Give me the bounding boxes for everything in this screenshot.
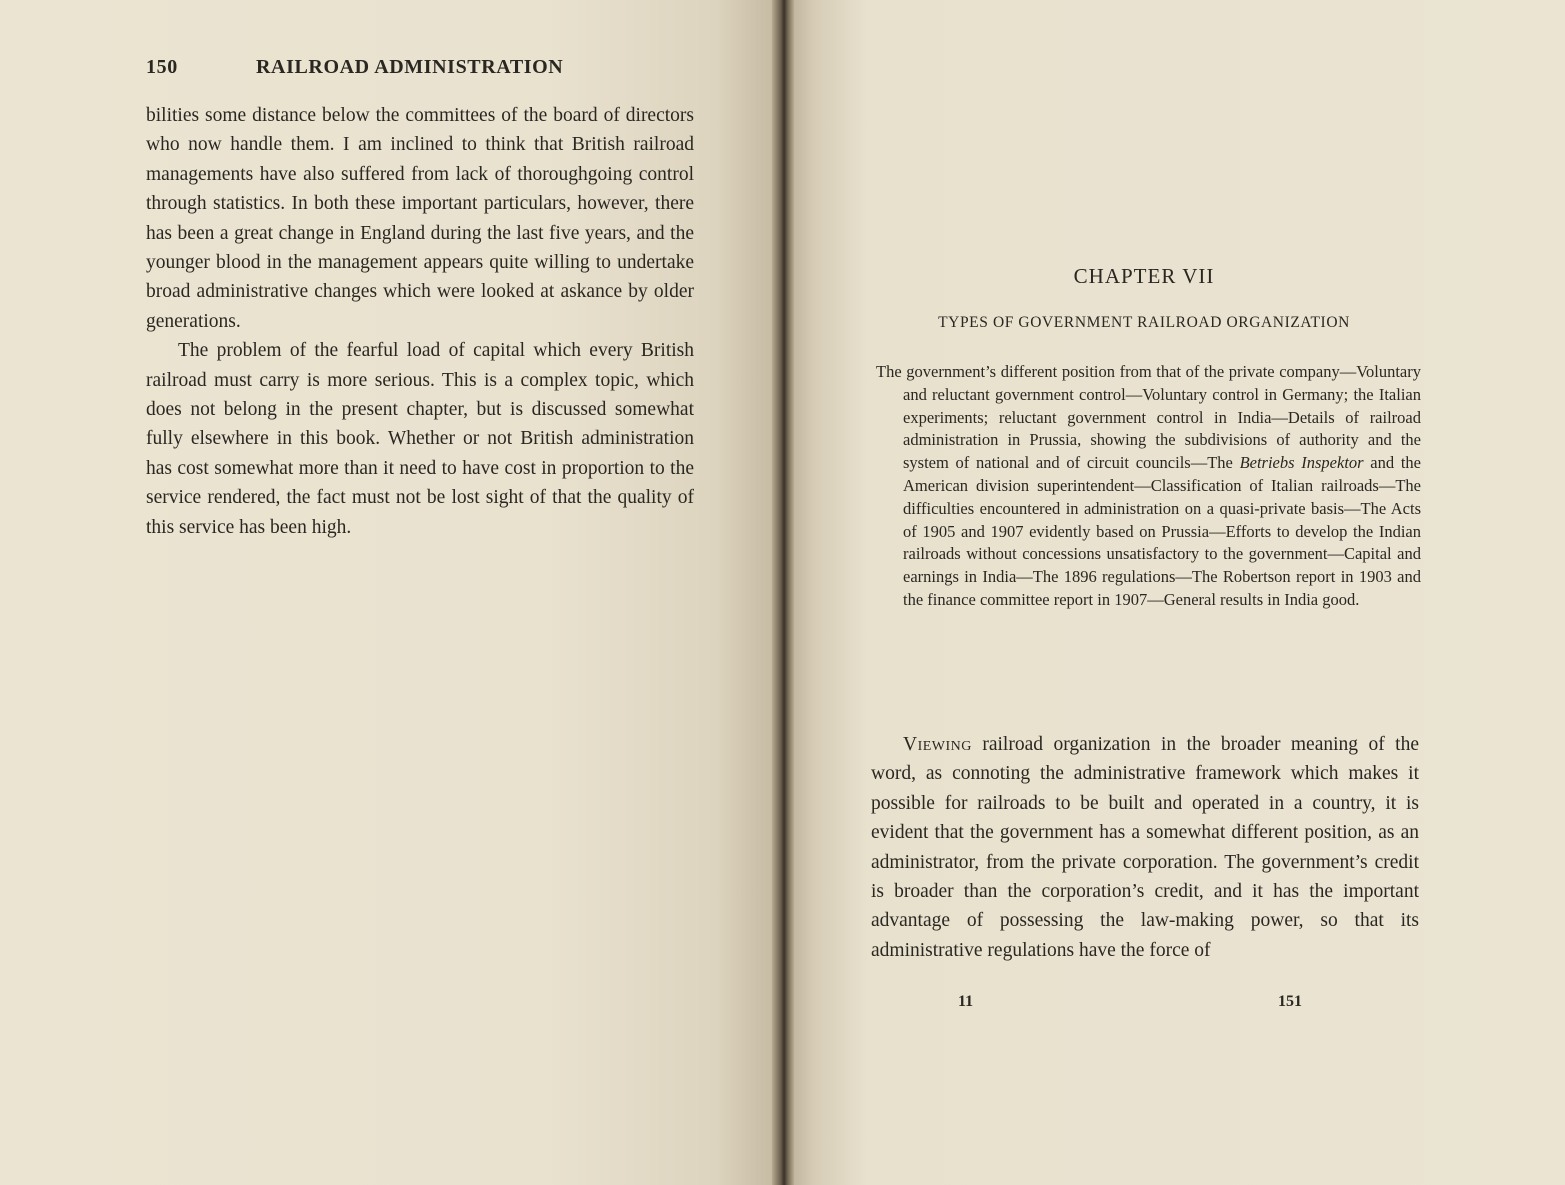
left-page-number: 150 [146,56,178,78]
synopsis-italic-term: Betriebs Inspektor [1239,453,1364,473]
running-head-title: RAILROAD ADMINISTRATION [256,56,564,78]
synopsis-text: and the American division superintendent—Classification of Italian railroads—The difficulties encountered in administration on a quasi-private basis—The Acts of 1905 and 1907 evidently based on Prussia—Efforts to develop the Indian railroads without concessions unsatisfactory to the government—Capital and earnings in India—The 1896 regulations—The Robertson report in 1903 and the finance committee report in 1907—General results in India good. [903,453,1421,609]
small-caps-lead: Viewing [903,734,972,755]
left-running-head [146,56,696,79]
right-paragraph [871,730,1419,965]
right-page-number: 151 [1278,993,1302,1010]
chapter-title: CHAPTER VII [1073,264,1215,288]
left-paragraph: bilities some distance below the committees of the board of directors who now handle them. I am inclined to think that British railroad managements have also suffered from lack of thoroughgoing control through statistics. In both these important particulars, however, there has been a great change in England during the last five years, and the younger blood in the management appears quite willing to undertake broad administrative changes which were looked at askance by older generations. [146,105,694,332]
synopsis-text: The government’s different position from that of the private company—Voluntary and reluctant government control—Voluntary control in Germany; the Italian experiments; reluctant government control in India—Details of railroad administration in Prussia, showing the subdivisions of authority and the system of national and of circuit councils—The [876,362,1421,473]
book-spine [772,0,794,1185]
left-body-text [146,101,694,542]
right-paragraph-text: railroad organization in the broader meaning of the word, as connoting the administrative framework which makes it possible for railroads to be built and operated in a country, it is evident that the government has a somewhat different position, as an administrator, from the private corporation. The government’s credit is broader than the corporation’s credit, and it has the important advantage of possessing the law-making power, so that its administrative regulations have the force of [871,734,1419,961]
chapter-subtitle: TYPES OF GOVERNMENT RAILROAD ORGANIZATION [938,314,1350,331]
right-body-text [871,730,1419,965]
left-paragraph: The problem of the fearful load of capital which every British railroad must carry is more serious. This is a complex topic, which does not belong in the present chapter, but is discussed somewhat fully elsewhere in this book. Whether or not British administration has cost somewhat more than it need to have cost in proportion to the service rendered, the fact must not be lost sight of that the quality of this service has been high. [146,340,694,538]
signature-mark: 11 [958,993,974,1010]
chapter-synopsis [876,361,1421,612]
